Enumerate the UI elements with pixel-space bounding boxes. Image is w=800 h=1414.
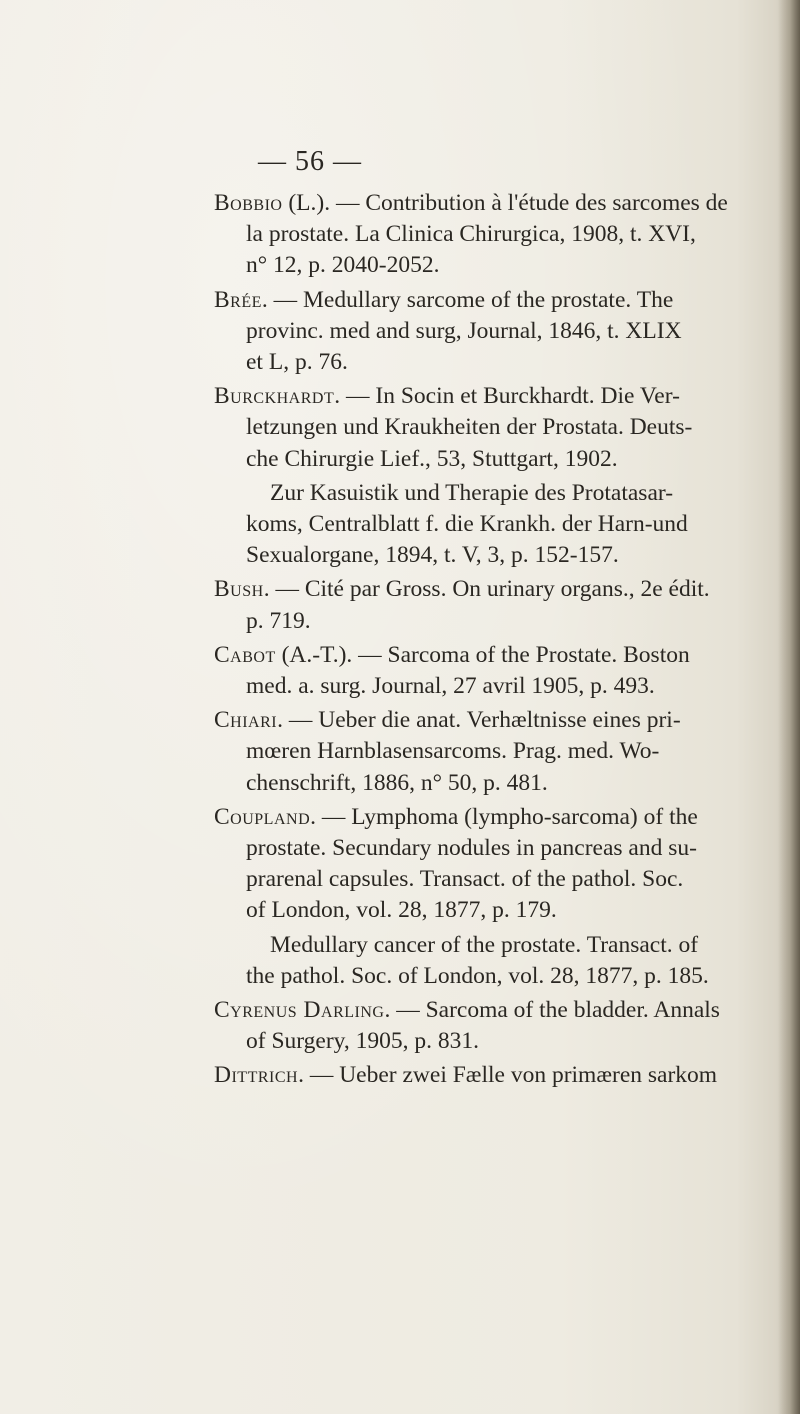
entry-text: letzungen und Kraukheiten der Prostata. Deuts- [246,414,693,441]
entry-text: . — Cité par Gross. On urinary organs., 2e édit. [263,576,710,603]
entry-line [214,833,774,864]
bibliography-continuation [214,930,774,992]
bibliography-entry [214,802,774,927]
entry-line [214,802,774,833]
entry-text: mœren Harnblasensarcoms. Prag. med. Wo- [246,738,660,765]
entry-text: Zur Kasuistik und Therapie des Protatasar- [270,479,674,506]
entry-line [214,412,774,443]
entry-text: . — Ueber die anat. Verhæltnisse eines pri- [277,707,681,734]
bibliography-entry [214,574,774,636]
entry-line [214,995,774,1026]
entry-line [214,864,774,895]
entry-text: p. 719. [246,607,311,634]
entry-text: prostate. Secundary nodules in pancreas and su- [246,835,697,862]
entry-text: (L.). — Contribution à l'étude des sarcomes de [282,190,728,216]
entry-line [214,478,774,509]
entry-text: . — Lymphoma (lympho-sarcoma) of the [310,803,698,830]
entry-text: . — Medullary sarcome of the prostate. The [261,286,674,313]
entry-text: of London, vol. 28, 1877, p. 179. [246,897,557,924]
bibliography-entry [214,640,774,702]
entry-text: che Chirurgie Lief., 53, Stuttgart, 1902. [246,445,618,472]
entry-line [214,188,774,219]
entry-line [214,285,774,316]
bibliography-list [214,188,774,1095]
entry-author: Coupland [214,803,311,830]
bibliography-entry [214,705,774,799]
entry-text: the pathol. Soc. of London, vol. 28, 1877, p. 185. [246,962,709,989]
page-edge-shadow [778,0,800,1414]
entry-text: (A.-T.). — Sarcoma of the Prostate. Boston [275,641,690,668]
entry-text: med. a. surg. Journal, 27 avril 1905, p. 493. [246,673,655,700]
entry-line [214,347,774,378]
bibliography-entry [214,188,774,282]
entry-text: prarenal capsules. Transact. of the pathol. Soc. [246,866,684,893]
entry-line [214,540,774,571]
entry-line [214,1026,774,1057]
entry-text: la prostate. La Clinica Chirurgica, 1908, t. XVI, [246,221,696,248]
entry-author: Brée [214,286,262,313]
entry-text: Sexualorgane, 1894, t. V, 3, p. 152-157. [246,542,619,569]
entry-line [214,606,774,637]
entry-line [214,219,774,250]
entry-author: Bobbio [214,190,283,216]
entry-author: Cabot [214,641,276,668]
entry-text: . — In Socin et Burckhardt. Die Ver- [334,383,680,410]
bibliography-entry [214,381,774,475]
entry-line [214,895,774,926]
bibliography-continuation [214,478,774,572]
entry-line [214,961,774,992]
bibliography-entry [214,995,774,1057]
entry-text: of Surgery, 1905, p. 831. [246,1028,480,1055]
entry-text: n° 12, p. 2040-2052. [246,252,440,279]
entry-line [214,736,774,767]
bibliography-entry [214,1060,774,1091]
bibliography-entry [214,285,774,379]
entry-text: et L, p. 76. [246,349,348,376]
entry-author: Dittrich [214,1062,299,1089]
entry-text: . — Ueber zwei Fælle von primæren sarkom [298,1062,718,1089]
entry-author: Burckhardt [214,383,335,410]
entry-line [214,509,774,540]
entry-line [214,574,774,605]
entry-line [214,640,774,671]
entry-line [214,768,774,799]
entry-line [214,671,774,702]
entry-text: chenschrift, 1886, n° 50, p. 481. [246,769,548,796]
entry-line [214,316,774,347]
entry-line [214,705,774,736]
entry-line [214,1060,774,1091]
entry-line [214,930,774,961]
entry-author: Cyrenus Darling [214,997,385,1024]
entry-line [214,381,774,412]
entry-text: Medullary cancer of the prostate. Transact. of [270,931,699,958]
entry-author: Chiari [214,707,278,734]
entry-text: koms, Centralblatt f. die Krankh. der Harn-und [246,511,688,538]
entry-author: Bush [214,576,264,603]
entry-line [214,250,774,281]
entry-text: . — Sarcoma of the bladder. Annals [384,997,720,1024]
entry-text: provinc. med and surg, Journal, 1846, t. XLIX [246,317,682,344]
entry-line [214,444,774,475]
page-number: — 56 — [258,146,362,177]
